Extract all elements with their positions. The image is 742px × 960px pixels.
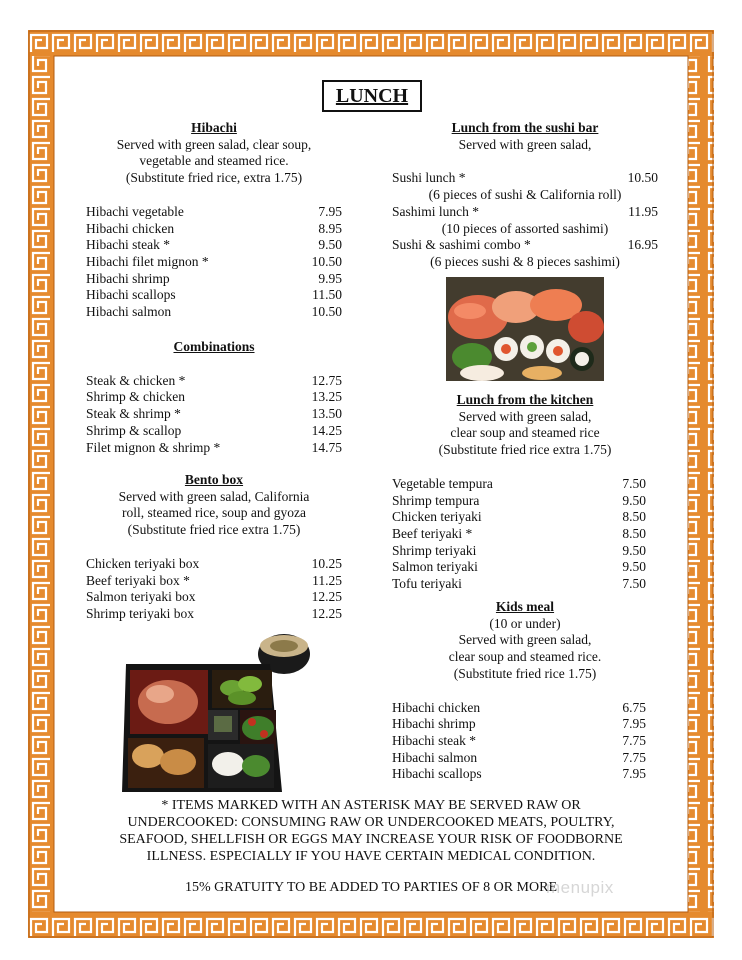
item-price: 11.25 [312,572,342,588]
menu-item [86,406,342,423]
item-price: 7.95 [622,766,646,782]
item-name: Shrimp teriyaki [392,542,477,558]
menu-item [86,287,342,304]
hibachi-desc-3: (Substitute fried rice, extra 1.75) [125,170,303,186]
sushi-bar-heading: Lunch from the sushi bar [451,120,599,135]
menu-item [86,556,342,573]
bento-desc-2: roll, steamed rice, soup and gyoza [121,505,307,521]
item-price: 14.75 [311,439,342,455]
item-name: Shrimp & scallop [86,422,182,438]
item-price: 7.75 [622,732,646,748]
menu-item [392,559,646,576]
item-price: 10.50 [311,253,342,269]
item-name: Hibachi shrimp [392,716,476,732]
warning-line-4: ILLNESS. ESPECIALLY IF YOU HAVE CERTAIN MEDICAL CONDITION. [146,849,596,864]
sushi-bar-desc-1: Served with green salad, [458,136,592,152]
menu-item [392,576,646,593]
item-price: 12.75 [311,372,342,388]
combinations-heading: Combinations [173,339,255,354]
kids-desc-3: clear soup and steamed rice. [448,649,602,665]
item-name: Hibachi salmon [392,749,478,765]
menu-item [86,389,342,406]
menu-item [86,423,342,440]
item-price: 8.95 [318,220,342,236]
sushi-bar-section [392,120,658,271]
item-price: 9.95 [318,270,342,286]
item-name: Hibachi scallops [86,287,176,303]
menu-item [392,543,646,560]
menu-item [392,733,646,750]
kitchen-desc-1: Served with green salad, [458,408,592,424]
warning-line-1: * ITEMS MARKED WITH AN ASTERISK MAY BE SERVED RAW OR [161,798,581,813]
hibachi-desc-2: vegetable and steamed rice. [139,153,289,169]
menu-title-box [322,80,422,112]
menu-item [392,716,646,733]
kids-meal-section [392,599,658,783]
item-name: Hibachi vegetable [86,203,184,219]
raw-food-warning [86,797,656,865]
kids-desc-2: Served with green salad, [458,632,592,648]
kitchen-desc-2: clear soup and steamed rice [450,425,600,441]
menu-item [392,204,658,221]
menu-item [392,766,646,783]
bento-box-photo [120,624,316,792]
gratuity-notice: 15% GRATUITY TO BE ADDED TO PARTIES OF 8 OR MORE [184,880,557,895]
item-price: 10.25 [311,555,342,571]
combinations-section [86,339,342,456]
menu-item [86,271,342,288]
menu-item [86,606,342,623]
item-price: 9.50 [622,542,646,558]
item-name: Hibachi steak * [392,732,476,748]
item-name: Hibachi steak * [86,237,170,253]
item-name: Steak & chicken * [86,372,186,388]
warning-line-2: UNDERCOOKED: CONSUMING RAW OR UNDERCOOKED MEATS, POULTRY, [127,815,615,830]
item-name: Hibachi salmon [86,304,172,320]
item-price: 7.75 [622,749,646,765]
item-name: Salmon teriyaki box [86,589,196,605]
item-price: 16.95 [627,237,658,253]
item-name: Vegetable tempura [392,475,493,491]
item-note: (6 pieces sushi & 8 pieces sashimi) [430,253,620,269]
item-name: Sushi lunch * [392,170,466,186]
watermark: menupix [546,878,614,897]
item-name: Beef teriyaki box * [86,572,190,588]
item-price: 8.50 [622,509,646,525]
kitchen-heading: Lunch from the kitchen [456,392,594,407]
item-price: 7.50 [622,475,646,491]
menu-item [86,237,342,254]
item-name: Shrimp teriyaki box [86,605,194,621]
menu-item [86,373,342,390]
menu-item [392,170,658,187]
item-name: Hibachi filet mignon * [86,253,209,269]
kids-desc-4: (Substitute fried rice 1.75) [453,665,597,681]
item-name: Filet mignon & shrimp * [86,439,221,455]
bento-heading: Bento box [184,472,244,487]
sushi-platter-photo [446,277,604,381]
kitchen-desc-3: (Substitute fried rice extra 1.75) [438,442,612,458]
menu-item [86,573,342,590]
kitchen-section [392,392,658,593]
menu-item [392,750,646,767]
hibachi-desc-1: Served with green salad, clear soup, [116,136,312,152]
item-price: 12.25 [311,589,342,605]
item-price: 6.75 [622,699,646,715]
menu-item [86,304,342,321]
hibachi-heading: Hibachi [191,120,237,135]
item-name: Hibachi shrimp [86,270,170,286]
item-name: Hibachi scallops [392,766,482,782]
item-name: Hibachi chicken [86,220,175,236]
item-name: Chicken teriyaki box [86,555,200,571]
item-name: Shrimp & chicken [86,389,185,405]
item-price: 7.95 [622,716,646,732]
item-name: Hibachi chicken [392,699,481,715]
item-name: Tofu teriyaki [392,576,462,592]
menu-item [392,476,646,493]
item-price: 9.50 [318,237,342,253]
menu-item [86,440,342,457]
menu-item [86,254,342,271]
menu-item [86,589,342,606]
menu-item [86,204,342,221]
item-price: 14.25 [311,422,342,438]
bento-section [86,472,342,623]
item-name: Steak & shrimp * [86,406,181,422]
item-price: 7.50 [622,576,646,592]
menu-item [392,700,646,717]
item-name: Sushi & sashimi combo * [392,237,531,253]
item-price: 11.50 [312,287,342,303]
kids-desc-1: (10 or under) [489,615,561,631]
bento-desc-3: (Substitute fried rice extra 1.75) [127,522,301,538]
item-price: 10.50 [627,170,658,186]
item-price: 10.50 [311,304,342,320]
bento-desc-1: Served with green salad, California [118,488,310,504]
item-price: 8.50 [622,525,646,541]
item-name: Chicken teriyaki [392,509,482,525]
item-price: 11.95 [628,203,658,219]
item-price: 9.50 [622,559,646,575]
item-name: Beef teriyaki * [392,525,473,541]
item-name: Sashimi lunch * [392,203,479,219]
menu-item [392,526,646,543]
menu-title: LUNCH [335,84,409,107]
item-price: 13.25 [311,389,342,405]
item-price: 13.50 [311,406,342,422]
kids-meal-heading: Kids meal [495,599,555,614]
item-name: Salmon teriyaki [392,559,478,575]
item-note: (6 pieces of sushi & California roll) [428,187,622,203]
item-price: 12.25 [311,605,342,621]
item-note: (10 pieces of assorted sashimi) [441,220,609,236]
item-price: 9.50 [622,492,646,508]
item-price: 7.95 [318,203,342,219]
menu-item [392,237,658,254]
item-name: Shrimp tempura [392,492,480,508]
menu-item [392,493,646,510]
menu-item [86,221,342,238]
menu-item [392,509,646,526]
hibachi-section [86,120,342,321]
warning-line-3: SEAFOOD, SHELLFISH OR EGGS MAY INCREASE YOUR RISK OF FOODBORNE [119,832,623,847]
